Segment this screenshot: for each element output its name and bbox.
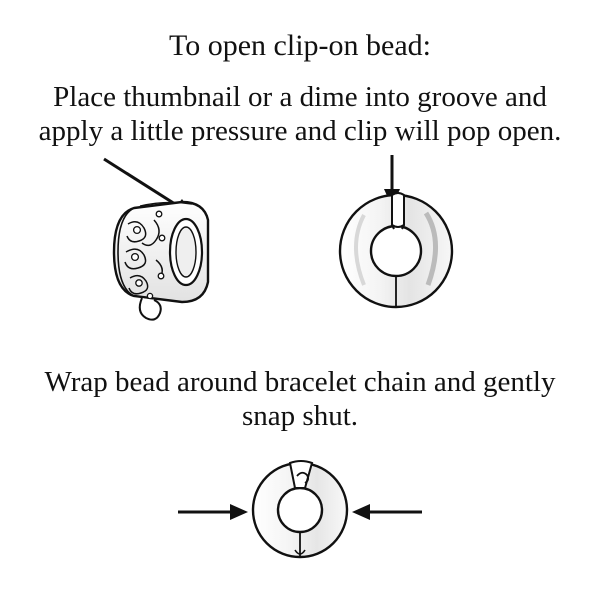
figure-closed-bead bbox=[104, 190, 234, 340]
page-title: To open clip-on bead: bbox=[169, 29, 431, 62]
figure-wrap-bead bbox=[160, 455, 440, 570]
step-2-instructions: Wrap bead around bracelet chain and gently snap shut. bbox=[44, 366, 556, 433]
step-1-instructions: Place thumbnail or a dime into groove and apply a little pressure and clip will pop open. bbox=[38, 81, 562, 148]
arrow-squeeze-left bbox=[178, 504, 248, 520]
figure-open-bead bbox=[330, 185, 470, 320]
arrow-squeeze-right bbox=[352, 504, 422, 520]
